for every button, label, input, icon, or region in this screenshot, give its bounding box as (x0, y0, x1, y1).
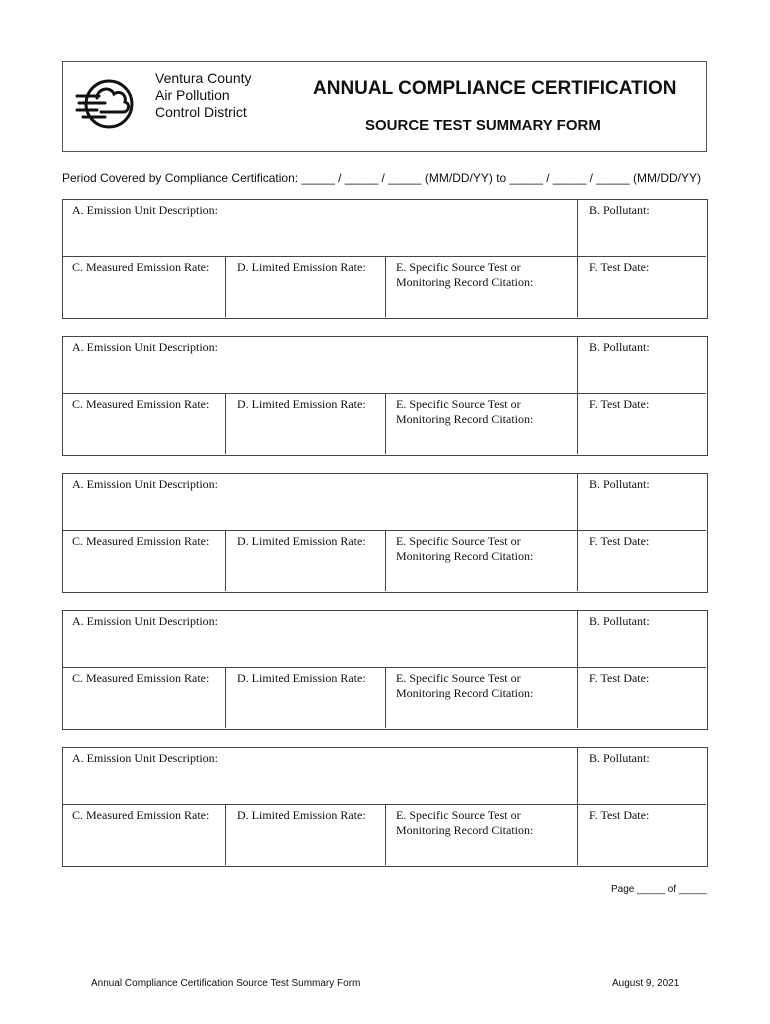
field-label-line: Monitoring Record Citation: (396, 823, 534, 837)
emission-unit-description-field[interactable]: A. Emission Unit Description: (63, 748, 578, 805)
test-date-field[interactable]: F. Test Date: (589, 671, 650, 685)
field-label-line: E. Specific Source Test or (396, 397, 521, 411)
pollutant-field[interactable]: B. Pollutant: (578, 474, 706, 531)
measured-emission-rate-field[interactable]: C. Measured Emission Rate: (63, 668, 226, 728)
measured-emission-rate-field[interactable]: C. Measured Emission Rate: (63, 805, 226, 865)
period-covered-line[interactable]: Period Covered by Compliance Certification: _____ / _____ / _____ (MM/DD/YY) to _____ / _____ / _____ (MM/DD/YY) (62, 171, 701, 185)
test-date-field[interactable]: F. Test Date: (589, 534, 650, 548)
measured-emission-rate-field[interactable]: C. Measured Emission Rate: (63, 257, 226, 317)
form-title: ANNUAL COMPLIANCE CERTIFICATION (313, 78, 677, 99)
measured-emission-rate-field[interactable]: C. Measured Emission Rate: (63, 531, 226, 591)
source-test-entry-2 (62, 336, 708, 456)
field-label-line: E. Specific Source Test or (396, 260, 521, 274)
field-label-line: E. Specific Source Test or (396, 671, 521, 685)
pollutant-field[interactable]: B. Pollutant: (578, 200, 706, 257)
test-date-field[interactable]: F. Test Date: (589, 260, 650, 274)
limited-emission-rate-field[interactable]: D. Limited Emission Rate: (226, 394, 386, 454)
source-test-entry-1 (62, 199, 708, 319)
pollutant-field[interactable]: B. Pollutant: (578, 611, 706, 668)
pollutant-field[interactable]: B. Pollutant: (578, 748, 706, 805)
agency-line: Air Pollution (155, 87, 230, 103)
agency-line: Ventura County (155, 70, 252, 86)
field-label-line: E. Specific Source Test or (396, 534, 521, 548)
form-subtitle: SOURCE TEST SUMMARY FORM (365, 117, 601, 134)
form-header (62, 61, 707, 152)
field-label-line: E. Specific Source Test or (396, 808, 521, 822)
source-test-entry-3 (62, 473, 708, 593)
source-test-citation-field[interactable] (386, 805, 578, 865)
agency-name (155, 70, 252, 121)
pollutant-field[interactable]: B. Pollutant: (578, 337, 706, 394)
agency-line: Control District (155, 104, 247, 120)
limited-emission-rate-field[interactable]: D. Limited Emission Rate: (226, 805, 386, 865)
limited-emission-rate-field[interactable]: D. Limited Emission Rate: (226, 257, 386, 317)
test-date-field[interactable]: F. Test Date: (589, 397, 650, 411)
source-test-citation-field[interactable] (386, 394, 578, 454)
field-label-line: Monitoring Record Citation: (396, 275, 534, 289)
emission-unit-description-field[interactable]: A. Emission Unit Description: (63, 611, 578, 668)
source-test-entry-5 (62, 747, 708, 867)
field-label-line: Monitoring Record Citation: (396, 549, 534, 563)
footer-form-name: Annual Compliance Certification Source Test Summary Form (91, 978, 361, 989)
source-test-citation-field[interactable] (386, 257, 578, 317)
limited-emission-rate-field[interactable]: D. Limited Emission Rate: (226, 668, 386, 728)
emission-unit-description-field[interactable]: A. Emission Unit Description: (63, 337, 578, 394)
limited-emission-rate-field[interactable]: D. Limited Emission Rate: (226, 531, 386, 591)
source-test-citation-field[interactable] (386, 531, 578, 591)
test-date-field[interactable]: F. Test Date: (589, 808, 650, 822)
source-test-citation-field[interactable] (386, 668, 578, 728)
field-label-line: Monitoring Record Citation: (396, 686, 534, 700)
emission-unit-description-field[interactable]: A. Emission Unit Description: (63, 474, 578, 531)
page-number[interactable]: Page _____ of _____ (611, 884, 707, 895)
measured-emission-rate-field[interactable]: C. Measured Emission Rate: (63, 394, 226, 454)
footer-date: August 9, 2021 (612, 978, 680, 989)
cloud-wind-logo-icon (75, 74, 137, 136)
field-label-line: Monitoring Record Citation: (396, 412, 534, 426)
source-test-entry-4 (62, 610, 708, 730)
emission-unit-description-field[interactable]: A. Emission Unit Description: (63, 200, 578, 257)
